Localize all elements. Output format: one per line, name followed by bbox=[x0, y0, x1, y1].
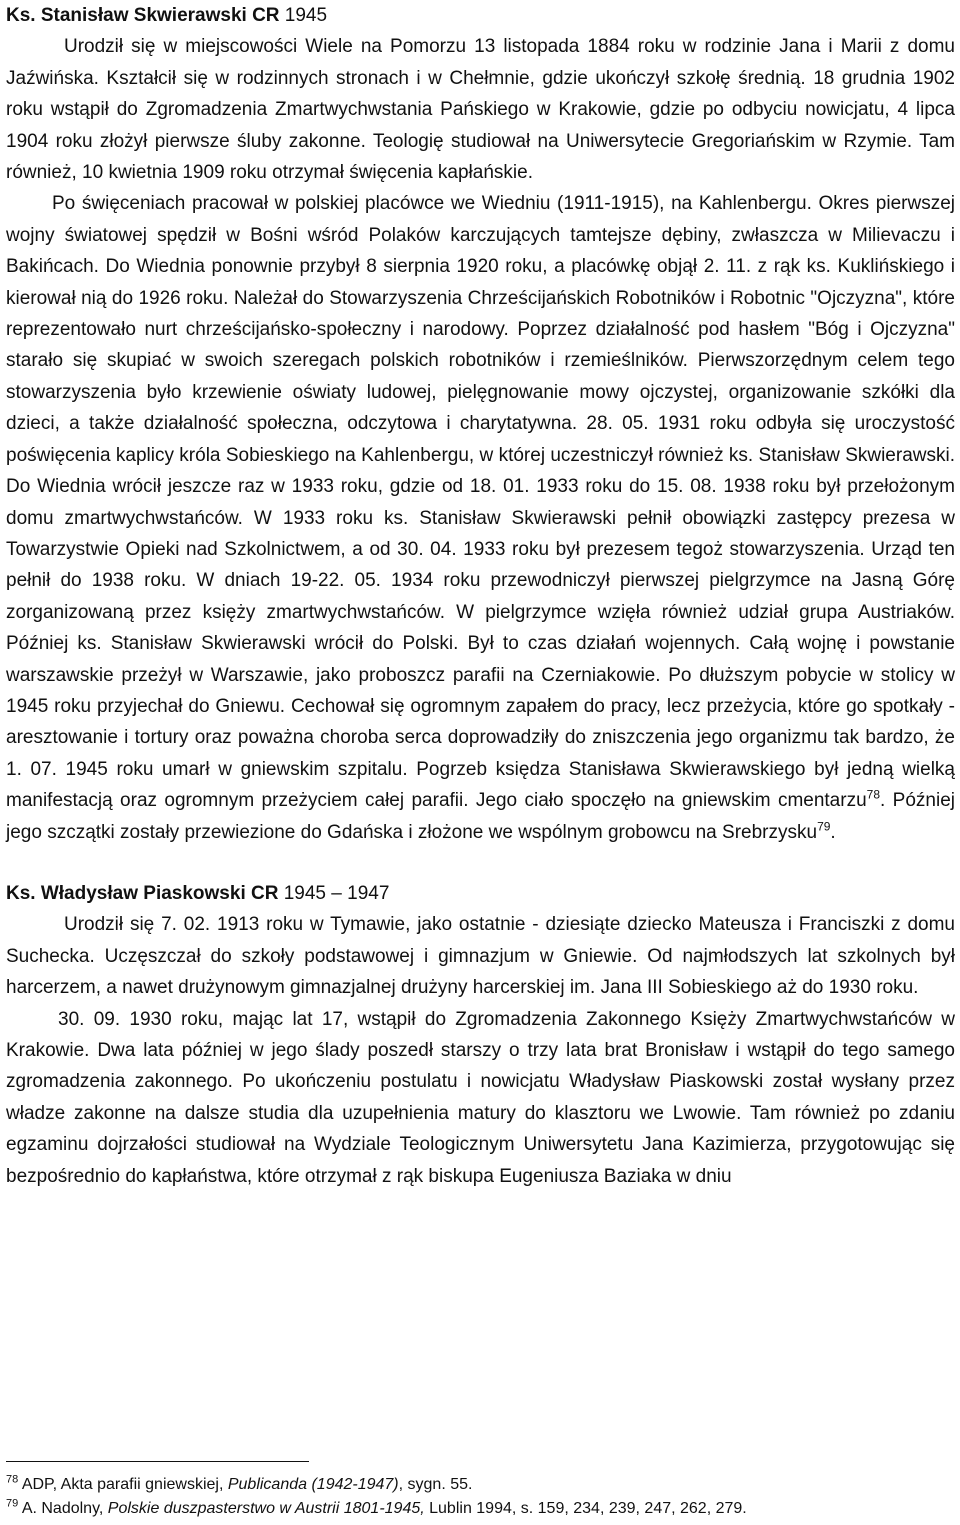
paragraph-text: . Później jego szczątki zostały przewiezione do Gdańska i złożone we wspólnym grobowcu na Srebrzysku bbox=[6, 790, 956, 843]
paragraph: 30. 09. 1930 roku, mając lat 17, wstąpił do Zgromadzenia Zakonnego Księży Zmartwychwstańców w Krakowie. Dwa lata później w jego ślady poszedł starszy o trzy lata brat Bronisław i wstąpił do tego samego zgromadzenia zakonnego. Po ukończeniu postulatu i nowicjatu Władysław Piaskowski został wysłany przez władze zakonne na dalsze studia dla uzupełnienia matury do klasztoru we Lwowie. Tam również po zdaniu egzaminu dojrzałości studiował na Wydziale Teologicznym Uniwersytetu Jana Kazimierza, przygotowując się bezpośrednio do kapłaństwa, które otrzymał z rąk biskupa Eugeniusza Baziaka w dniu bbox=[6, 1008, 955, 1187]
footnote-text: Lublin 1994, s. 159, 234, 239, 247, 262, 279. bbox=[424, 1500, 747, 1517]
section-gap bbox=[6, 848, 955, 878]
main-text bbox=[6, 0, 955, 1192]
footnote-text: , sygn. 55. bbox=[398, 1476, 473, 1493]
heading-years: 1945 – 1947 bbox=[283, 882, 390, 904]
footnote-text: A. Nadolny, bbox=[21, 1500, 108, 1517]
footnote-number: 78 bbox=[6, 1473, 19, 1486]
heading-years: 1945 bbox=[284, 5, 328, 26]
paragraph-text: . bbox=[830, 821, 836, 843]
footnote-79 bbox=[6, 1497, 955, 1521]
footnote-78 bbox=[6, 1473, 955, 1497]
paragraph bbox=[6, 188, 955, 848]
section-heading-piaskowski bbox=[6, 878, 955, 909]
heading-name: Ks. Stanisław Skwierawski CR bbox=[6, 5, 280, 26]
footnote-divider bbox=[6, 1461, 309, 1462]
paragraph-text: Po święceniach pracował w polskiej placówce we Wiedniu (1911-1915), na Kahlenbergu. Okres pierwszej wojny światowej spędził w Bośni wśród Polaków karczujących tamtejsze dębiny, zwłaszcza w Milievaczu i Bakińcach. Do Wiednia ponownie przybył 8 sierpnia 1920 roku, a placówkę objął 2. 11. z rąk ks. Kuklińskiego i kierował nią do 1926 roku. Należał do Stowarzyszenia Chrześcijańskich Robotników i Robotnic "Ojczyzna", które reprezentowało nurt chrześcijańsko-społeczny i narodowy. Poprzez działalność pod hasłem "Bóg i Ojczyzna" starało się skupiać w swoich szeregach polskich robotników i rzemieślników. Pierwszorzędnym celem tego stowarzyszenia było krzewienie oświaty ludowej, pielęgnowanie mowy ojczystej, organizowanie szkółki dla dzieci, a także działalność społeczna, odczytowa i charytatywna. 28. 05. 1931 roku odbyła się uroczystość poświęcenia kaplicy króla Sobieskiego na Kahlenbergu, w której uczestniczył również ks. Stanisław Skwierawski. Do Wiednia wrócił jeszcze raz w 1933 roku, gdzie od 18. 01. 1933 roku do 15. 08. 1938 roku był przełożonym domu zmartwychwstańców. W 1933 roku ks. Stanisław Skwierawski pełnił obowiązki zastępcy prezesa w Towarzystwie Opieki nad Szkolnictwem, a od 30. 04. 1933 roku był prezesem tegoż stowarzyszenia. Urząd ten pełnił do 1938 roku. W dniach 19-22. 05. 1934 roku przewodniczył pierwszej pielgrzymce na Jasną Górę zorganizowaną przez księży zmartwychwstańców. W pielgrzymce wzięła również udział grupa Austriaków. Później ks. Stanisław Skwierawski wrócił do Polski. Był to czas działań wojennych. Całą wojnę i powstanie warszawskie przeżył w Warszawie, jako proboszcz parafii na Czerniakowie. Po dłuższym pobycie w stolicy w 1945 roku przyjechał do Gniewu. Cechował się ogromnym zapałem do pracy, lecz przeżycia, które go spotkały - aresztowanie i tortury oraz poważna choroba serca doprowadziły do zniszczenia jego organizmu tak bardzo, że 1. 07. 1945 roku umarł w gniewskim szpitalu. Pogrzeb księdza Stanisława Skwierawskiego był jedną wielką manifestacją oraz ogromnym przeżyciem całej parafii. Jego ciało spoczęło na gniewskim cmentarzu bbox=[6, 193, 955, 812]
footnote-title: Publicanda (1942-1947) bbox=[227, 1476, 399, 1493]
footnotes bbox=[6, 1473, 955, 1521]
paragraph: Urodził się w miejscowości Wiele na Pomorzu 13 listopada 1884 roku w rodzinie Jana i Marii z domu Jaźwińska. Kształcił się w rodzinnych stronach i w Chełmnie, gdzie ukończył szkołę średnią. 18 grudnia 1902 roku wstąpił do Zgromadzenia Zmartwychwstania Pańskiego w Krakowie, gdzie po odbyciu nowicjatu, 4 lipca 1904 roku złożył pierwsze śluby zakonne. Teologię studiował na Uniwersytecie Gregoriańskim w Rzymie. Tam również, 10 kwietnia 1909 roku otrzymał święcenia kapłańskie. bbox=[6, 36, 955, 184]
footnote-ref[interactable]: 79 bbox=[817, 819, 831, 834]
footnote-text: ADP, Akta parafii gniewskiej, bbox=[21, 1476, 228, 1493]
heading-name: Ks. Władysław Piaskowski CR bbox=[6, 882, 279, 904]
paragraph: Urodził się 7. 02. 1913 roku w Tymawie, jako ostatnie - dziesiąte dziecko Mateusza i Franciszki z domu Suchecka. Uczęszczał do szkoły podstawowej i gimnazjum w Gniewie. Od najmłodszych lat szkolnych był harcerzem, a nawet drużynowym gimnazjalnej drużyny harcerskiej im. Jana III Sobieskiego aż do 1930 roku. bbox=[6, 914, 955, 999]
footnote-title: Polskie duszpasterstwo w Austrii 1801-1945, bbox=[107, 1500, 425, 1517]
footnote-ref[interactable]: 78 bbox=[866, 787, 881, 802]
footnote-number: 79 bbox=[6, 1497, 19, 1510]
section-heading-skwierawski bbox=[6, 0, 955, 31]
